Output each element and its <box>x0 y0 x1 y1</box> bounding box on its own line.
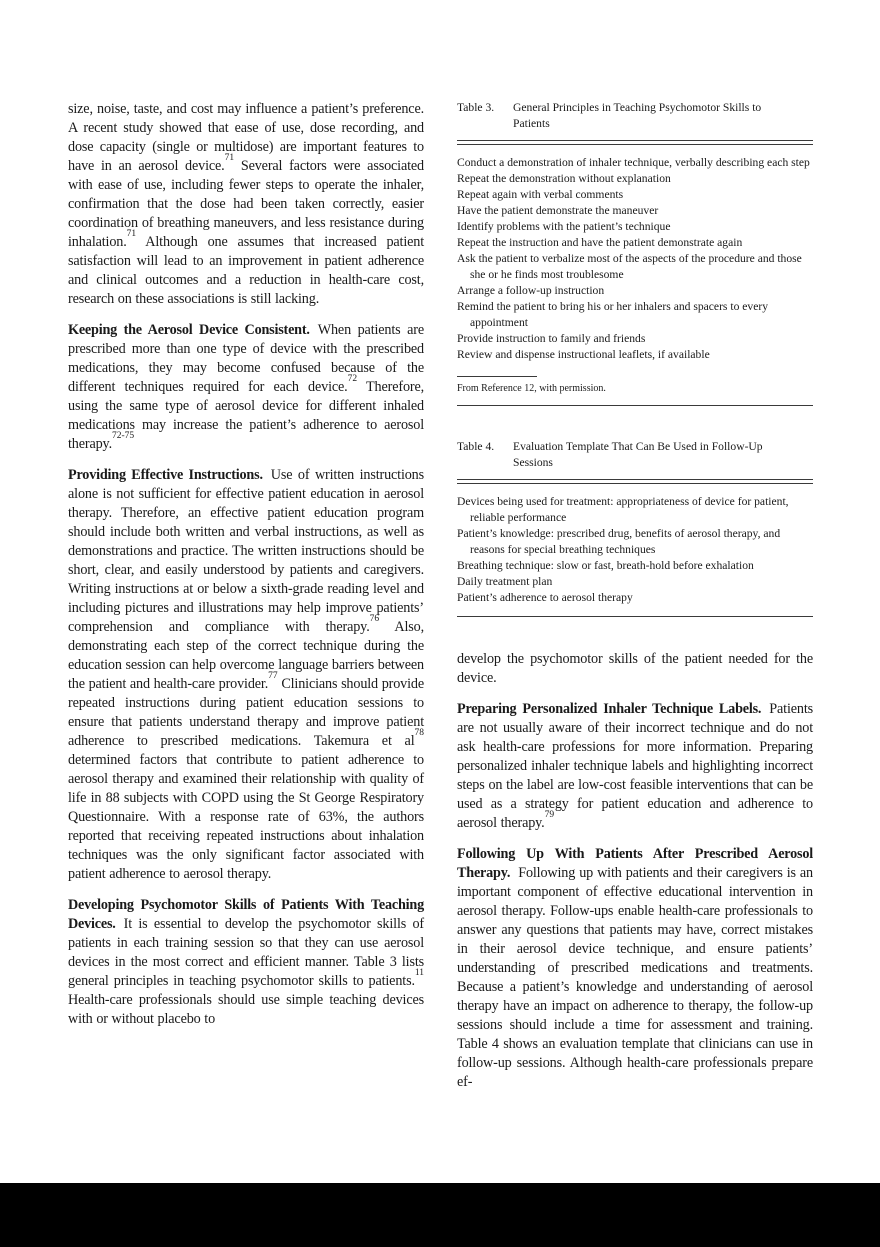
reference-superscript: 76 <box>369 613 380 624</box>
text-run: It is essential to develop the psychomotor skills of patients in each training session so that they can use aerosol devices in the most correct and efficient manner. Table 3 lists general principles in teaching psychomotor skills to patients. <box>68 916 424 989</box>
table-caption <box>457 100 813 132</box>
section-paragraph <box>68 466 424 884</box>
section-paragraph <box>457 700 813 833</box>
body-paragraph <box>457 650 813 688</box>
text-run: Patients are not usually aware of their incorrect technique and do not ask health-care professions for more information. Preparing personalized inhaler technique labels and highlighting incorrect steps on the label are low-cost feasible interventions that can be used as a strategy for patient education and adherence to aerosol therapy. <box>457 701 813 831</box>
section-paragraph <box>457 845 813 1092</box>
text-run: Therefore, using the same type of aerosol device for different inhaled medications may increase the patient’s adherence to aerosol therapy. <box>68 379 425 452</box>
run-in-heading: Developing Psychomotor Skills of Patients With Teaching Devices. <box>68 897 424 932</box>
text-run: Clinicians should provide repeated instructions during patient education sessions to ensure that patients understand therapy and improve patient adherence to prescribed medications. Takemura et al <box>68 676 424 749</box>
text-run: Use of written instructions alone is not sufficient for effective patient education in aerosol therapy. Therefore, an effective patient education program should include both written and verbal instructions, as well as demonstrations and practice. The written instructions should be short, clear, and easily understood by patients and caregivers. Writing instructions at or below a sixth-grade reading level and including pictures and illustrations may help improve patients’ comprehension and compliance with therapy. <box>68 467 424 635</box>
text-run: When patients are prescribed more than one type of device with the prescribed medications, they may become confused because of the different techniques required for each device. <box>68 322 425 395</box>
table-top-rule <box>457 140 813 145</box>
table-row: Conduct a demonstration of inhaler technique, verbally describing each step <box>457 156 810 169</box>
table-row: Ask the patient to verbalize most of the aspects of the procedure and those she or he finds most troublesome <box>457 252 802 281</box>
table-title: Evaluation Template That Can Be Used in Follow-Up Sessions <box>513 440 763 469</box>
text-run: Although one assumes that increased patient satisfaction will lead to an improvement in patient adherence and clinical outcomes and a reduction in health-care cost, research on these associations is still lacking. <box>68 234 424 307</box>
table-row: Patient’s knowledge: prescribed drug, benefits of aerosol therapy, and reasons for special breathing techniques <box>457 527 781 556</box>
run-in-heading: Preparing Personalized Inhaler Technique Labels. <box>457 701 762 717</box>
table-top-rule <box>457 479 813 484</box>
table-row: Repeat the demonstration without explanation <box>457 172 671 185</box>
table-rows <box>457 155 813 363</box>
reference-superscript: 72-75 <box>111 430 135 441</box>
table-row: Devices being used for treatment: appropriateness of device for patient, reliable performance <box>457 495 789 524</box>
table-row: Have the patient demonstrate the maneuver <box>457 204 659 217</box>
run-in-heading: Providing Effective Instructions. <box>68 467 263 483</box>
table-row: Breathing technique: slow or fast, breath-hold before exhalation <box>457 559 754 572</box>
table-bottom-rule <box>457 405 813 406</box>
footnote-rule <box>457 376 537 377</box>
table-row: Review and dispense instructional leaflets, if available <box>457 348 710 361</box>
reference-superscript: 71 <box>224 152 235 163</box>
table <box>457 100 813 406</box>
table-row: Provide instruction to family and friends <box>457 332 646 345</box>
table <box>457 439 813 617</box>
text-run: Also, demonstrating each step of the correct technique during the education session can help overcome language barriers between the patient and health-care provider. <box>68 619 424 692</box>
run-in-heading: Following Up With Patients After Prescribed Aerosol Therapy. <box>457 846 813 881</box>
table-row: Patient’s adherence to aerosol therapy <box>457 591 633 604</box>
table-label: Table 4. <box>457 440 495 453</box>
table-bottom-rule <box>457 616 813 617</box>
table-footnote: From Reference 12, with permission. <box>457 383 606 394</box>
text-run: size, noise, taste, and cost may influence a patient’s preference. A recent study showed that ease of use, dose recording, and dose capacity (single or multidose) are important features to have in an aerosol device. <box>68 101 424 174</box>
table-caption <box>457 439 813 471</box>
table-row: Identify problems with the patient’s technique <box>457 220 671 233</box>
table-row: Repeat the instruction and have the patient demonstrate again <box>457 236 743 249</box>
table-row: Arrange a follow-up instruction <box>457 284 605 297</box>
table-rows <box>457 494 813 606</box>
body-paragraph <box>68 100 424 309</box>
section-paragraph <box>68 321 424 454</box>
left-column <box>68 100 424 1092</box>
run-in-heading: Keeping the Aerosol Device Consistent. <box>68 322 310 338</box>
table-label: Table 3. <box>457 101 495 114</box>
text-run: develop the psychomotor skills of the patient needed for the device. <box>457 651 813 686</box>
table-title: General Principles in Teaching Psychomotor Skills to Patients <box>513 101 762 130</box>
reference-superscript: 11 <box>414 967 424 978</box>
table-row: Repeat again with verbal comments <box>457 188 624 201</box>
text-run: Several factors were associated with ease of use, including fewer steps to operate the inhaler, confirmation that the dose had been taken correctly, easier coordination of breathing maneuvers, and less resistance during inhalation. <box>68 158 424 250</box>
reference-superscript: 77 <box>268 670 278 681</box>
table-row: Daily treatment plan <box>457 575 553 588</box>
text-run: determined factors that contribute to patient adherence to aerosol therapy and examined their relationship with quality of life in 88 subjects with COPD using the St George Respiratory Questionnaire. With a response rate of 63%, the authors reported that receiving repeated instructions about inhalation techniques was the only significant factor associated with patient adherence to aerosol therapy. <box>68 752 424 882</box>
right-column <box>457 100 813 1092</box>
text-run: Health-care professionals should use simple teaching devices with or without placebo to <box>68 992 424 1027</box>
text-run: Following up with patients and their caregivers is an important component of effective educational intervention in aerosol therapy. Follow-ups enable health-care professionals to answer any questions that patients may have, correct mistakes in their aerosol device technique, and ensure patients’ understanding of prescribed medications and treatments. Because a patient’s knowledge and understanding of aerosol therapy have an impact on adherence to therapy, the follow-up sessions should include a time for assessment and training. Table 4 shows an evaluation template that clinicians can use in follow-up sessions. Although health-care professionals prepare ef- <box>457 865 813 1090</box>
reference-superscript: 72 <box>347 373 358 384</box>
reference-superscript: 78 <box>414 727 424 738</box>
table-row: Remind the patient to bring his or her inhalers and spacers to every appointment <box>457 300 769 329</box>
reference-superscript: 79 <box>544 809 555 820</box>
reference-superscript: 71 <box>126 228 137 239</box>
page-bottom-band <box>0 1183 880 1247</box>
section-paragraph <box>68 896 424 1029</box>
